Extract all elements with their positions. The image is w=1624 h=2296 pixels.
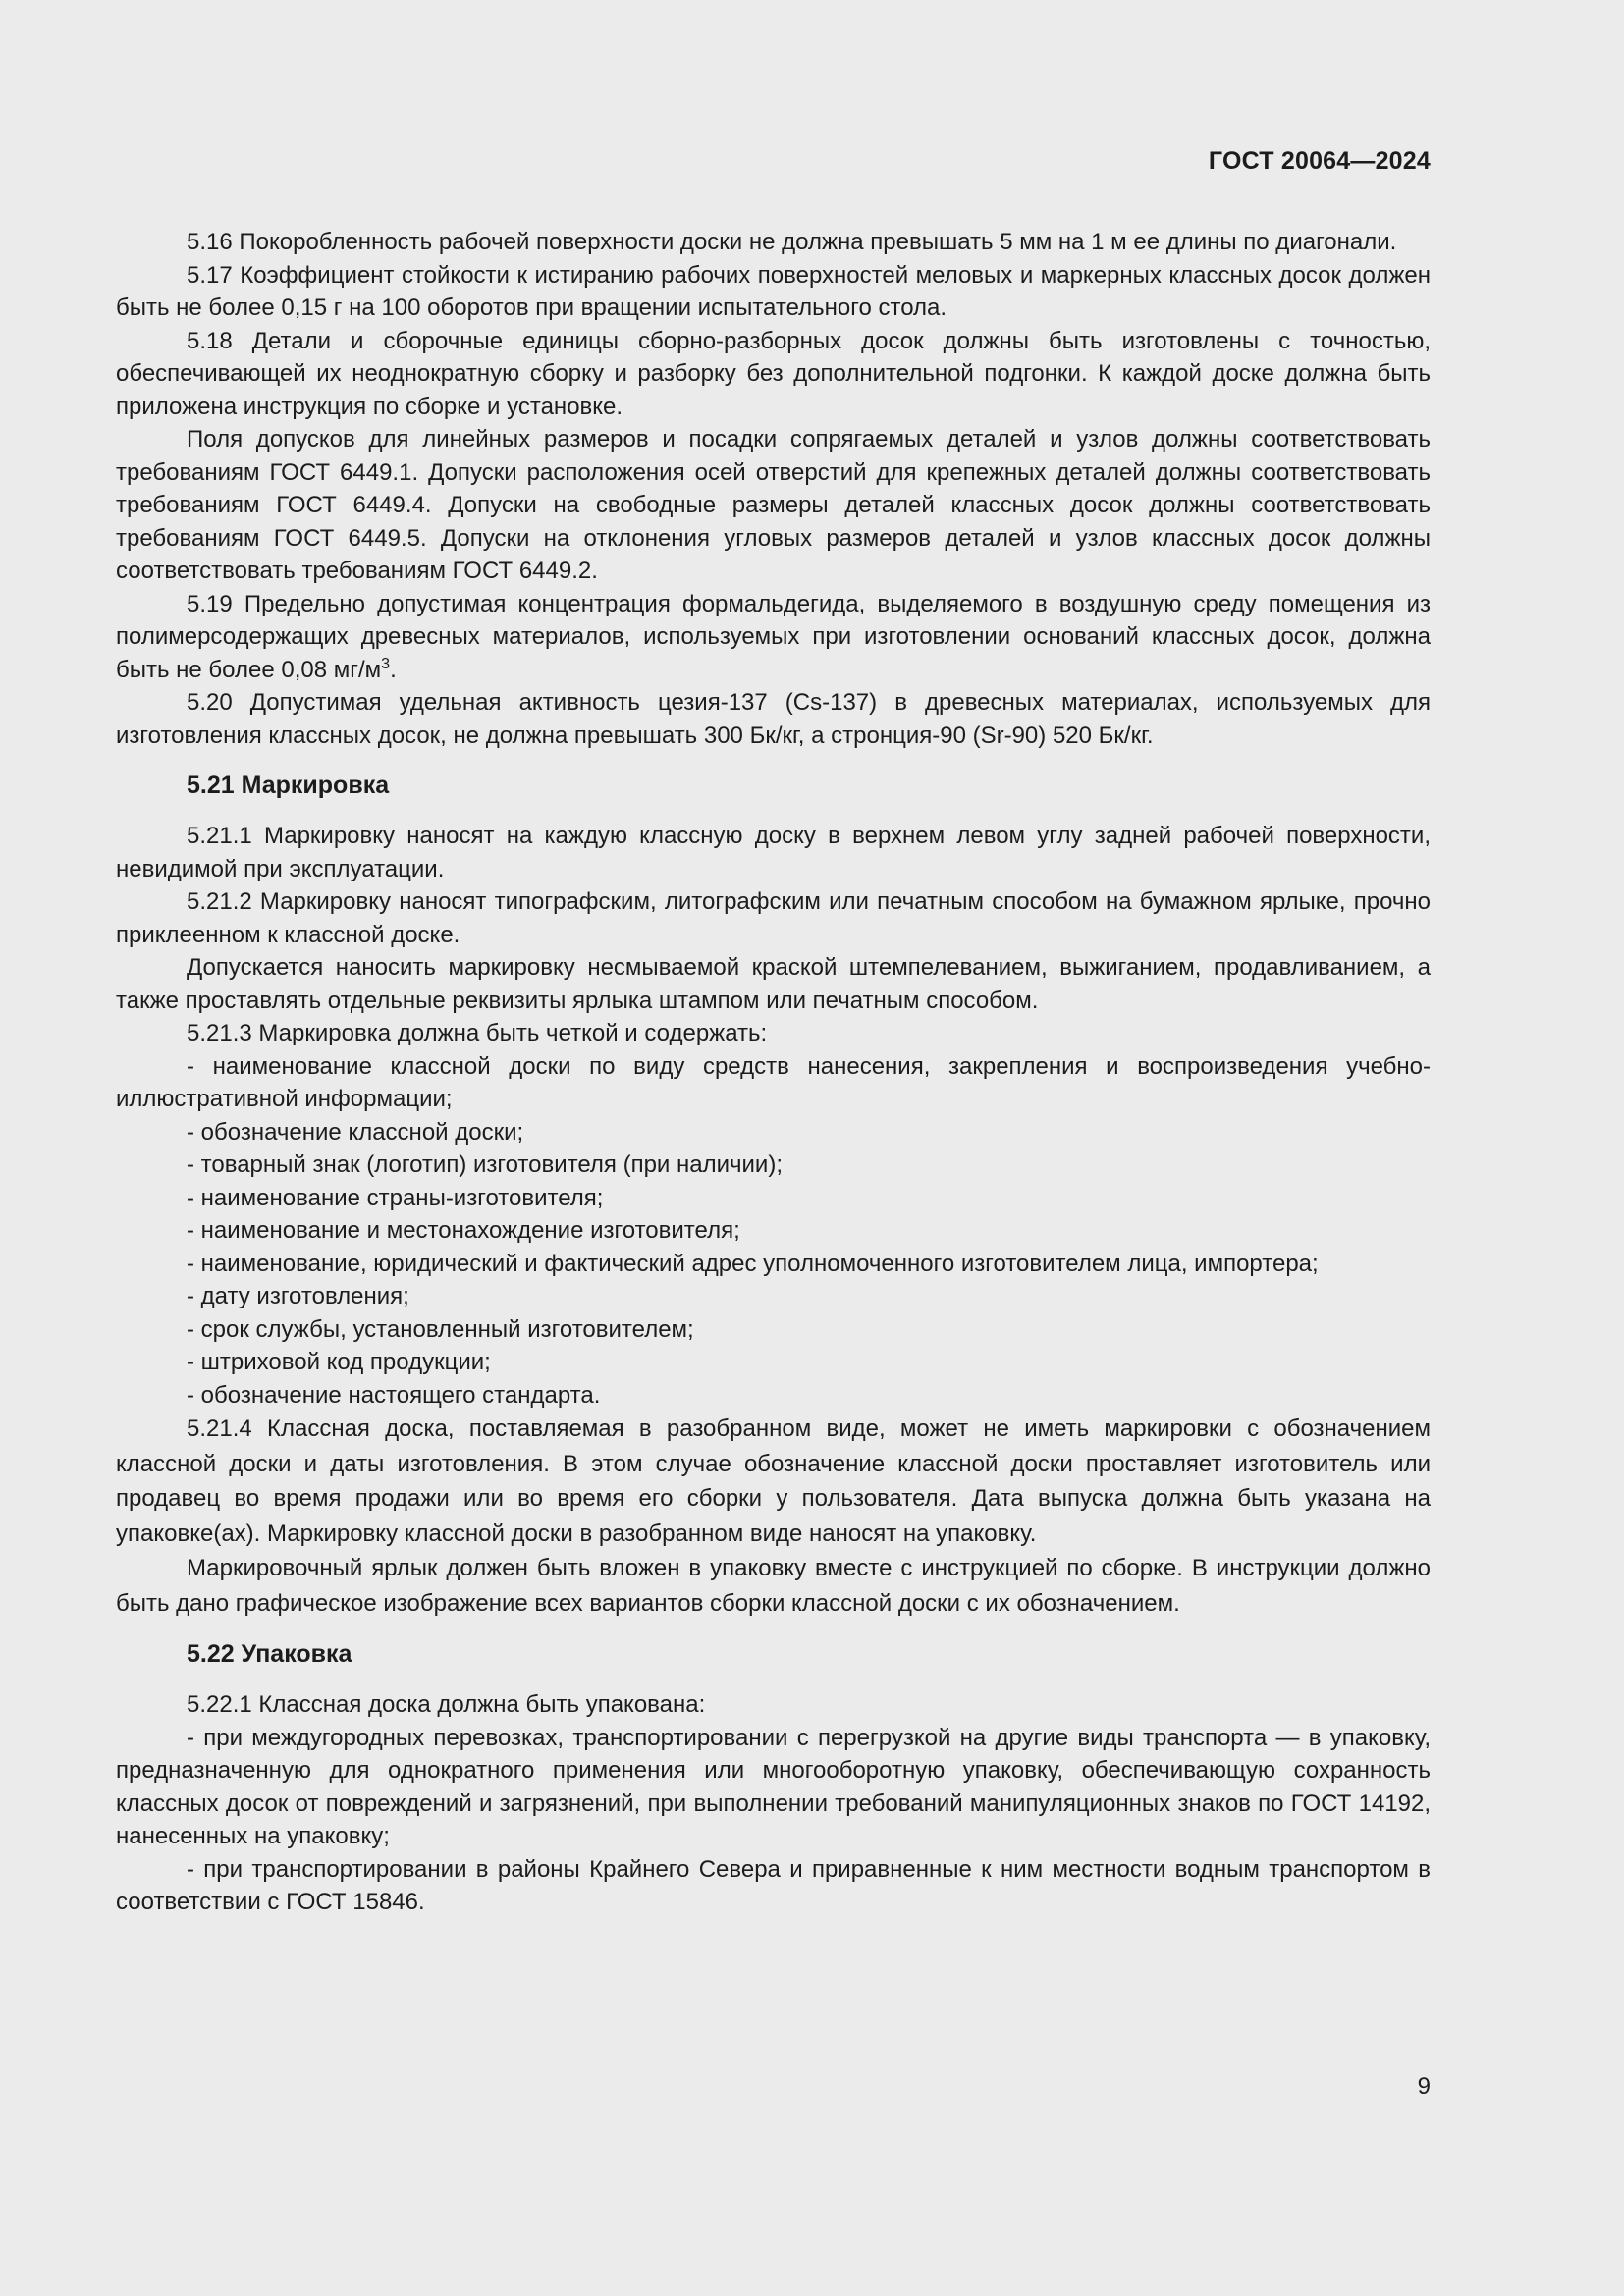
clause-5-16: 5.16 Покоробленность рабочей поверхности доски не должна превышать 5 мм на 1 м ее длины по диагонали. bbox=[187, 229, 1397, 255]
document-header: ГОСТ 20064—2024 bbox=[1208, 147, 1431, 175]
list-item: - наименование и местонахождение изготовителя; bbox=[187, 1217, 740, 1244]
clause-5-21-2: 5.21.2 Маркировку наносят типографским, литографским или печатным способом на бумажном ярлыке, прочно приклеенном к классной доске. bbox=[116, 888, 1431, 948]
clause-5-19-text: 5.19 Предельно допустимая концентрация формальдегида, выделяемого в воздушную среду помещения из полимерсодержащих древесных материалов, используемых при изготовлении оснований классных досок, должна быть не более 0,08 мг/м bbox=[116, 590, 1431, 683]
clause-5-20: 5.20 Допустимая удельная активность цезия-137 (Cs-137) в древесных материалах, используемых для изготовления классных досок, не должна превышать 300 Бк/кг, а стронция-90 (Sr-90) 520 Бк/кг. bbox=[116, 689, 1431, 749]
list-item: - наименование, юридический и фактический адрес уполномоченного изготовителем лица, импортера; bbox=[187, 1250, 1319, 1277]
list-item: - дату изготовления; bbox=[187, 1283, 409, 1309]
clause-5-19-end: . bbox=[390, 656, 397, 683]
list-item: - срок службы, установленный изготовителем; bbox=[187, 1315, 694, 1343]
list-item: - товарный знак (логотип) изготовителя (при наличии); bbox=[187, 1151, 783, 1178]
list-item: - наименование классной доски по виду средств нанесения, закрепления и воспроизведения учебно-иллюстративной информации; bbox=[116, 1052, 1431, 1112]
clause-5-18-tolerances: Поля допусков для линейных размеров и посадки сопрягаемых деталей и узлов должны соответствовать требованиям ГОСТ 6449.1. Допуски расположения осей отверстий для крепежных деталей должны соответствовать требованиям ГОСТ 6449.4. Допуски на свободные размеры деталей классных досок должны соответствовать требованиям ГОСТ 6449.5. Допуски на отклонения угловых размеров деталей и узлов классных досок должны соответствовать требованиям ГОСТ 6449.2. bbox=[116, 426, 1431, 584]
list-item: - обозначение классной доски; bbox=[187, 1118, 524, 1146]
clause-5-17: 5.17 Коэффициент стойкости к истиранию рабочих поверхностей меловых и маркерных классных досок должен быть не более 0,15 г на 100 оборотов при вращении испытательного стола. bbox=[116, 261, 1431, 321]
clause-5-19 bbox=[116, 588, 1431, 687]
section-heading-5-21: 5.21 Маркировка bbox=[187, 772, 390, 799]
clause-5-21-3: 5.21.3 Маркировка должна быть четкой и содержать: bbox=[187, 1020, 768, 1046]
clause-5-21-4-note: Маркировочный ярлык должен быть вложен в упаковку вместе с инструкцией по сборке. В инструкции должно быть дано графическое изображение всех вариантов сборки классной доски с их обозначением. bbox=[116, 1555, 1431, 1617]
list-item: - при транспортировании в районы Крайнего Севера и приравненные к ним местности водным транспортом в соответствии с ГОСТ 15846. bbox=[116, 1855, 1431, 1915]
list-item: - наименование страны-изготовителя; bbox=[187, 1184, 604, 1211]
list-item: - обозначение настоящего стандарта. bbox=[187, 1381, 601, 1409]
clause-5-21-4: 5.21.4 Классная доска, поставляемая в разобранном виде, может не иметь маркировки с обозначением классной доски и даты изготовления. В этом случае обозначение классной доски проставляет изготовитель или продавец во время продажи или во время его сборки у пользователя. Дата выпуска должна быть указана на упаковке(ах). Маркировку классной доски в разобранном виде наносят на упаковку. bbox=[116, 1415, 1431, 1547]
clause-5-22-1: 5.22.1 Классная доска должна быть упакована: bbox=[187, 1691, 706, 1718]
page-number: 9 bbox=[1417, 2073, 1431, 2100]
section-heading-5-22: 5.22 Упаковка bbox=[187, 1640, 352, 1668]
list-item: - штриховой код продукции; bbox=[187, 1349, 491, 1375]
clause-5-18: 5.18 Детали и сборочные единицы сборно-разборных досок должны быть изготовлены с точностью, обеспечивающей их неоднократную сборку и разборку без дополнительной подгонки. К каждой доске должна быть приложена инструкция по сборке и установке. bbox=[116, 327, 1431, 420]
document-body bbox=[116, 226, 1431, 1919]
clause-5-21-1: 5.21.1 Маркировку наносят на каждую классную доску в верхнем левом углу задней рабочей поверхности, невидимой при эксплуатации. bbox=[116, 823, 1431, 882]
list-item: - при междугородных перевозках, транспортировании с перегрузкой на другие виды транспорта — в упаковку, предназначенную для однократного применения или многооборотную упаковку, обеспечивающую сохранность классных досок от повреждений и загрязнений, при выполнении требований манипуляционных знаков по ГОСТ 14192, нанесенных на упаковку; bbox=[116, 1724, 1431, 1849]
clause-5-19-superscript: 3 bbox=[381, 655, 391, 672]
clause-5-21-2-note: Допускается наносить маркировку несмываемой краской штемпелеванием, выжиганием, продавливанием, а также проставлять отдельные реквизиты ярлыка штампом или печатным способом. bbox=[116, 954, 1431, 1014]
